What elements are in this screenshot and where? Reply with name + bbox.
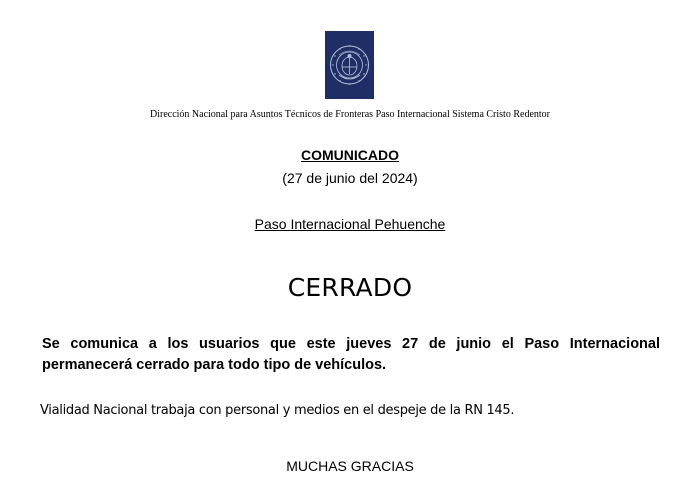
notice-title-text: COMUNICADO — [301, 147, 399, 163]
closing-text: MUCHAS GRACIAS — [286, 458, 414, 474]
notice-title — [0, 147, 700, 163]
notice-date: (27 de junio del 2024) — [282, 170, 418, 186]
announcement-paragraph: Se comunica a los usuarios que este jueves 27 de junio el Paso Internacional permanecerá cerrado para todo tipo de vehículos. — [42, 336, 660, 373]
details-paragraph: Vialidad Nacional trabaja con personal y medios en el despeje de la RN 145. — [40, 403, 515, 418]
ministry-seal-logo — [325, 31, 374, 99]
institution-header: Dirección Nacional para Asuntos Técnicos de Fronteras Paso Internacional Sistema Cristo Redentor — [150, 109, 550, 120]
seal-emblem-icon — [325, 31, 374, 99]
crossing-name-text: Paso Internacional Pehuenche — [254, 216, 446, 232]
status-heading: CERRADO — [287, 273, 413, 302]
crossing-name — [0, 216, 700, 232]
